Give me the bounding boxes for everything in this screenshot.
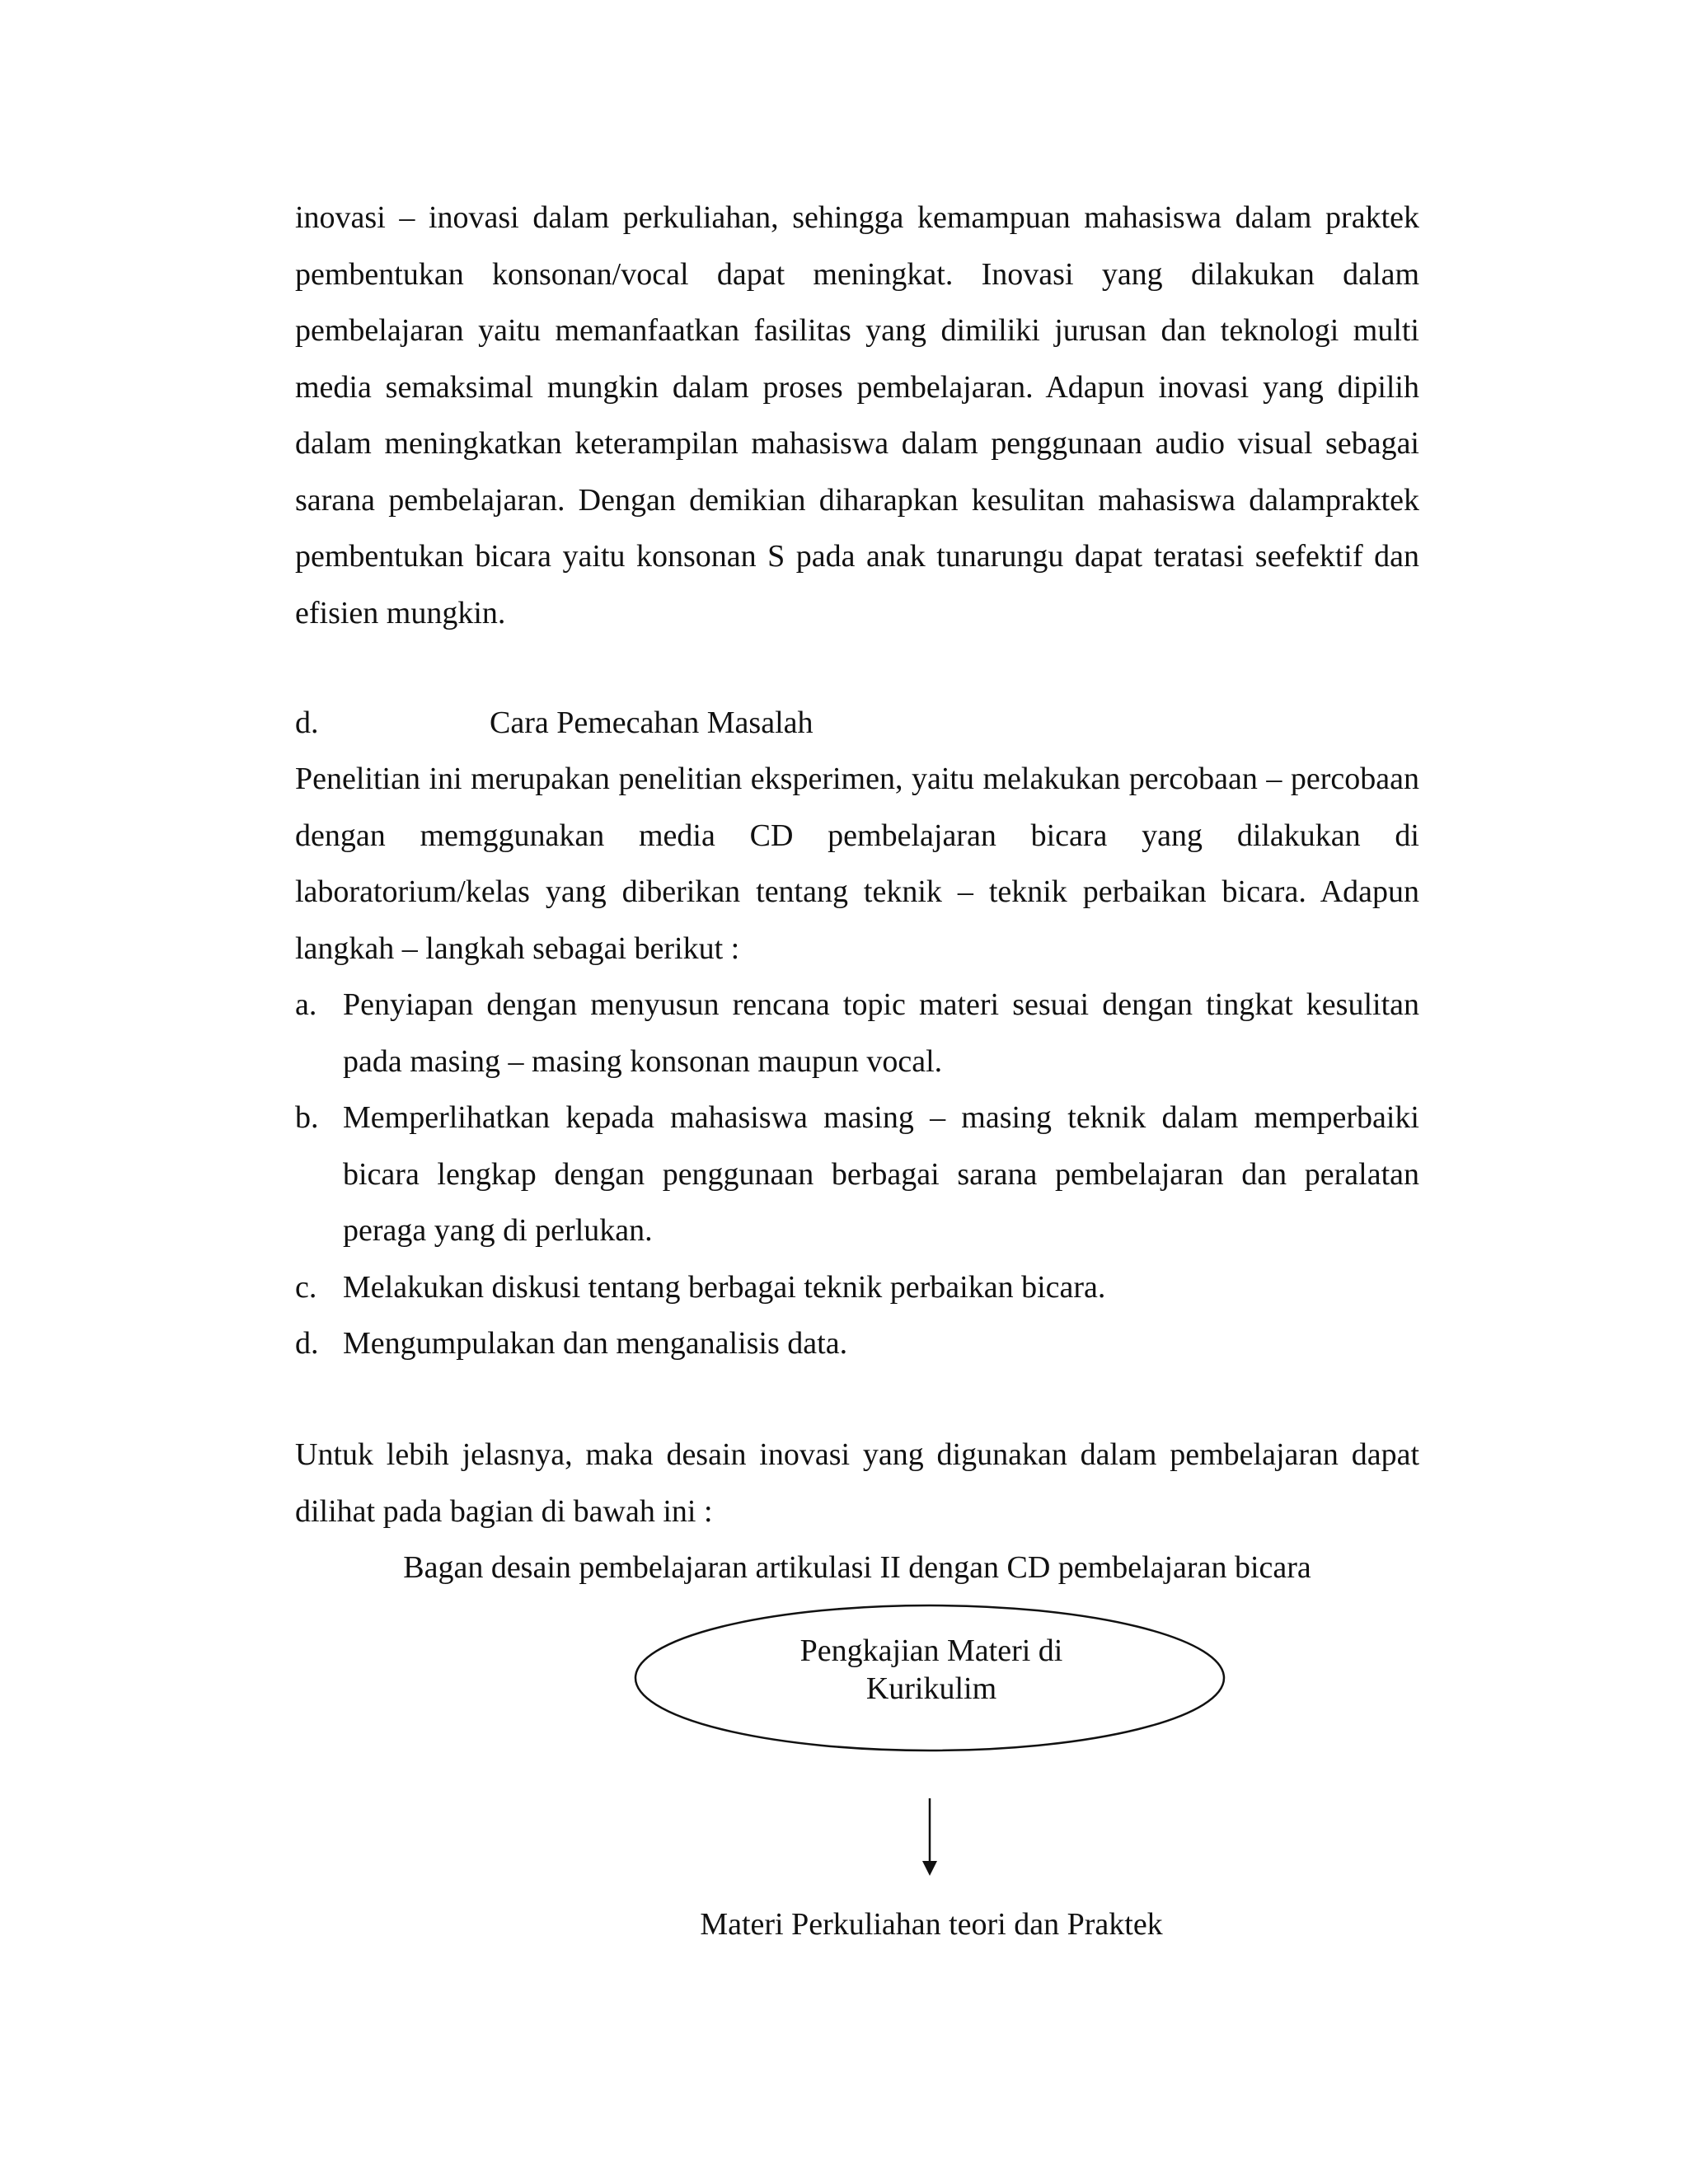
node-1-line-1: Pengkajian Materi di [799,1633,1063,1668]
list-marker: c. [295,1269,317,1305]
list-item [295,1090,1419,1259]
section-letter: d. [295,705,319,740]
paragraph-method [295,751,1419,977]
list-item [295,977,1419,1090]
list-marker: a. [295,987,317,1022]
section-heading [295,695,1419,751]
paragraph-innovation [295,190,1419,641]
list-marker: d. [295,1326,319,1361]
section-title: Cara Pemecahan Masalah [490,705,814,740]
list-item-text: Melakukan diskusi tentang berbagai teknik perbaikan bicara. [343,1269,1106,1305]
node-1-label [643,1632,1220,1708]
list-marker: b. [295,1100,319,1135]
list-item-text: Memperlihatkan kepada mahasiswa masing – masing teknik dalam memperbaiki bicara lengkap dengan penggunaan berbagai sarana pembelajaran dan peralatan peraga yang di perlukan. [343,1100,1419,1248]
list-item [295,1259,1419,1316]
steps-list [295,977,1419,1372]
list-item-text: Mengumpulakan dan menganalisis data. [343,1326,848,1361]
list-item [295,1315,1419,1372]
node-2-label: Materi Perkuliahan teori dan Praktek [700,1907,1163,1942]
diagram-caption: Bagan desain pembelajaran artikulasi II dengan CD pembelajaran bicara [403,1550,1311,1585]
paragraph-1-text: inovasi – inovasi dalam perkuliahan, sehingga kemampuan mahasiswa dalam praktek pembentukan konsonan/vocal dapat meningkat. Inovasi yang dilakukan dalam pembelajaran yaitu memanfaatkan fasilitas yang dimiliki jurusan dan teknologi multi media semaksimal mungkin dalam proses pembelajaran. Adapun inovasi yang dipilih dalam meningkatkan keterampilan mahasiswa dalam penggunaan audio visual sebagai sarana pembelajaran. Dengan demikian diharapkan kesulitan mahasiswa dalampraktek pembentukan bicara yaitu konsonan S pada anak tunarungu dapat teratasi seefektif dan efisien mungkin. [295,200,1419,630]
paragraph-3-text: Untuk lebih jelasnya, maka desain inovasi yang digunakan dalam pembelajaran dapat dilihat pada bagian di bawah ini : [295,1437,1419,1529]
paragraph-design-intro [295,1427,1419,1540]
list-item-text: Penyiapan dengan menyusun rencana topic materi sesuai dengan tingkat kesulitan pada masing – masing konsonan maupun vocal. [343,987,1419,1079]
arrow-head-icon [922,1861,937,1876]
paragraph-2-text: Penelitian ini merupakan penelitian eksperimen, yaitu melakukan percobaan – percobaan dengan memggunakan media CD pembelajaran bicara yang dilakukan di laboratorium/kelas yang diberikan tentang teknik – teknik perbaikan bicara. Adapun langkah – langkah sebagai berikut : [295,762,1419,966]
node-1-line-2: Kurikulim [865,1671,997,1706]
